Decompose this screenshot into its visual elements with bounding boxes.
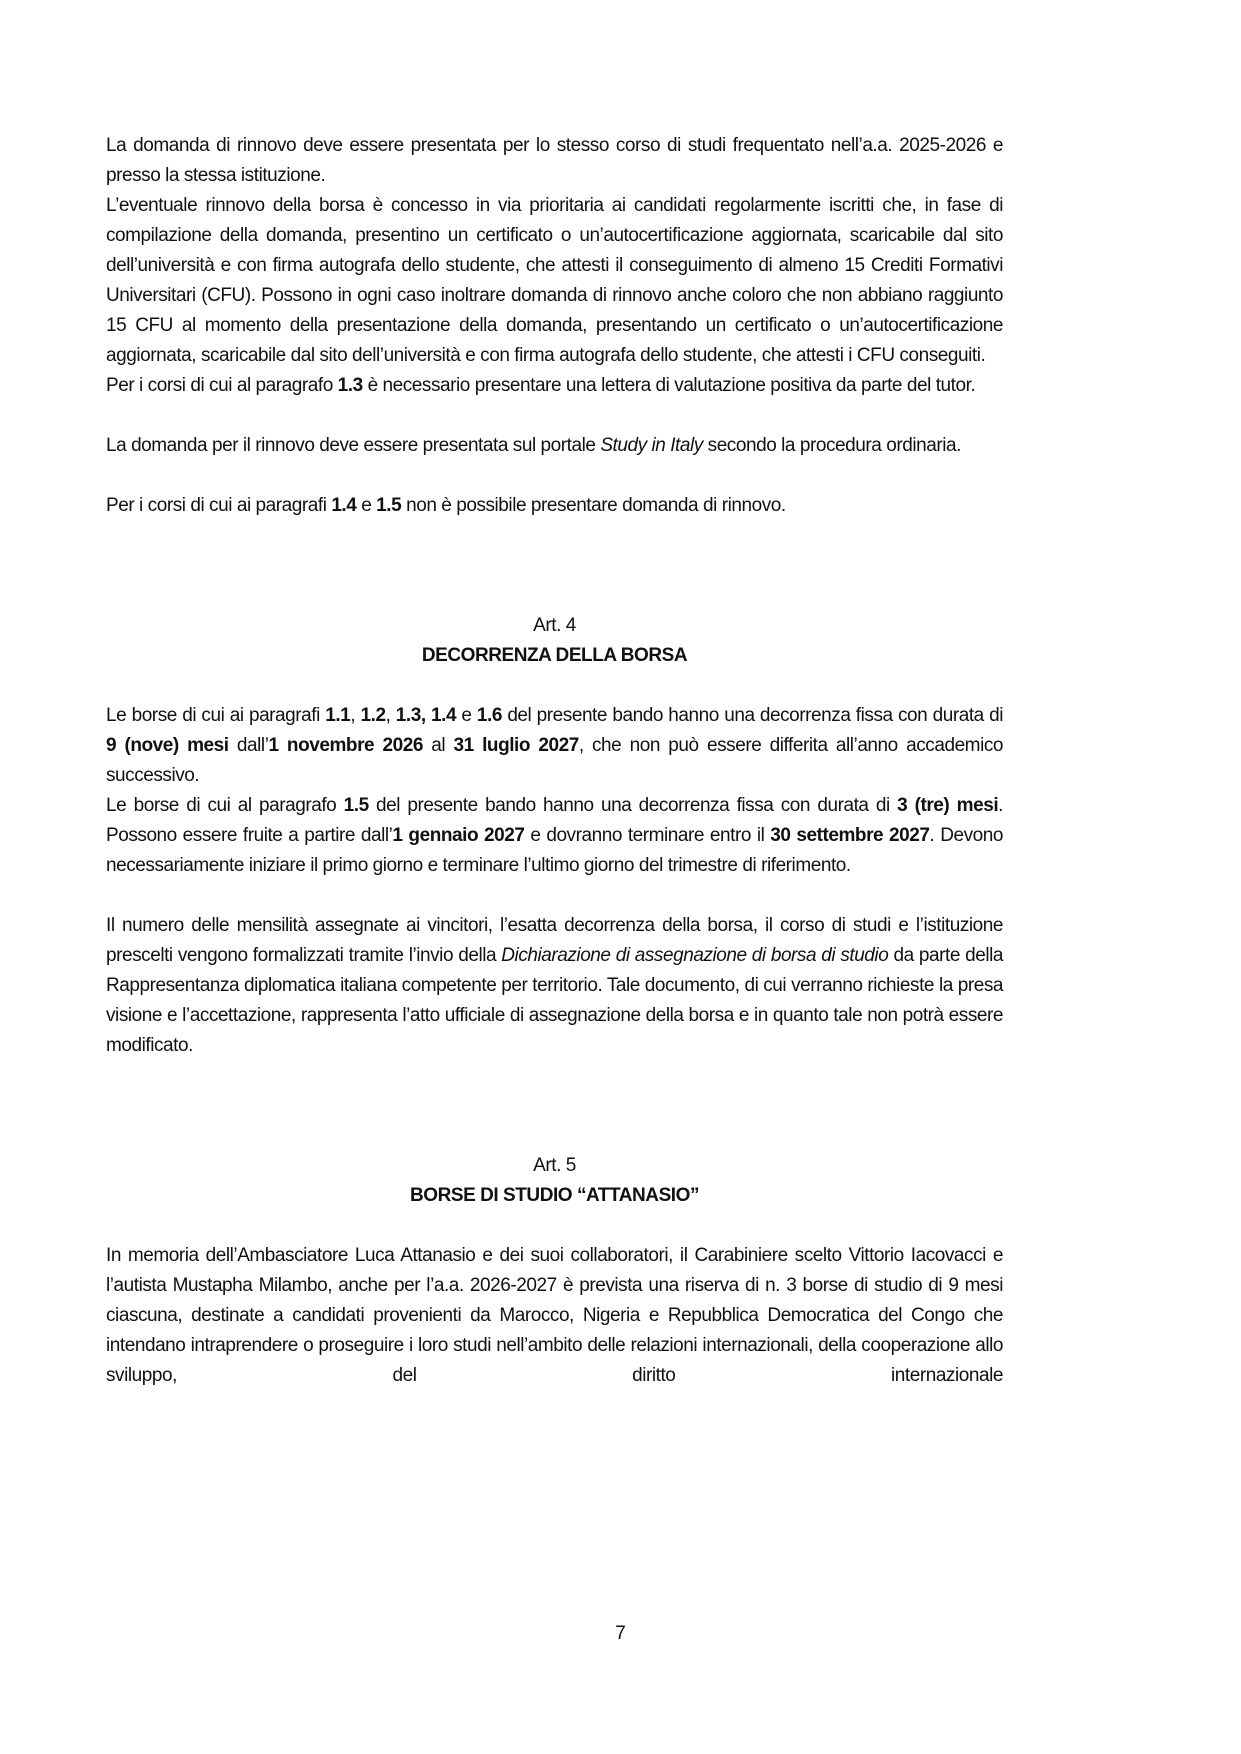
text-run: non è possibile presentare domanda di rinnovo. [401,495,786,516]
document-name: Dichiarazione di assegnazione di borsa di studio [501,945,889,966]
text-run: La domanda per il rinnovo deve essere presentata sul portale [106,435,601,456]
page-number: 7 [615,1623,626,1644]
paragraph-ref: 1.3, 1.4 [395,705,457,726]
renewal-priority-paragraph: L’eventuale rinnovo della borsa è concesso in via prioritaria ai candidati regolarmente iscritti che, in fase di compilazione della domanda, presentino un certificato o un’autocertificazione aggiornata, scaricabile dal sito dell’università e con firma autografa dello studente, che attesti il conseguimento di almeno 15 Crediti Formativi Universitari (CFU). Possono in ogni caso inoltrare domanda di rinnovo anche coloro che non abbiano raggiunto 15 CFU al momento della presentazione della domanda, presentando un certificato o un’autocertificazione aggiornata, scaricabile dal sito dell’università e con firma autografa dello studente, che attesti i CFU conseguiti. [106,195,1003,366]
art4-duration-paragraph [106,701,1003,791]
art5-memorial-paragraph: In memoria dell’Ambasciatore Luca Attanasio e dei suoi collaboratori, il Carabiniere scelto Vittorio Iacovacci e l’autista Mustapha Milambo, anche per l’a.a. 2026-2027 è prevista una riserva di n. 3 borse di studio di 9 mesi ciascuna, destinate a candidati provenienti da Marocco, Nigeria e Repubblica Democratica del Congo che intendano intraprendere o proseguire i loro studi nell’ambito delle relazioni internazionali, della cooperazione allo sviluppo, del diritto internazionale [106,1245,1003,1386]
no-renewal-paragraph [106,491,1003,521]
text-run: da parte della Rappresentanza diplomatica italiana competente per territorio. Tale documento, di cui verranno richieste la presa visione e l’accettazione, rappresenta l’atto ufficiale di assegnazione della borsa e in quanto tale non potrà essere modificato. [106,945,1003,1056]
text-run: . Devono necessariamente iniziare il primo giorno e terminare l’ultimo giorno del trimestre di riferimento. [106,825,1003,876]
text-run: , [385,705,396,726]
text-run: Il numero delle mensilità assegnate ai vincitori, l’esatta decorrenza della borsa, il corso di studi e l’istituzione prescelti vengono formalizzati tramite l’invio della [106,915,1003,966]
paragraph-ref: 1.1 [325,705,351,726]
text-run: secondo la procedura ordinaria. [702,435,961,456]
text-run: è necessario presentare una lettera di valutazione positiva da parte del tutor. [362,375,976,396]
end-date: 31 luglio 2027 [453,735,579,756]
paragraph-ref: 1.3 [337,375,363,396]
text-run: Per i corsi di cui ai paragrafi [106,495,332,516]
article-5-title: BORSE DI STUDIO “ATTANASIO” [409,1185,700,1206]
text-run: , che non può essere differita all’anno accademico successivo. [106,735,1004,786]
document-page [106,131,1003,1391]
text-run: dall’ [228,735,269,756]
paragraph-ref: 1.5 [343,795,369,816]
start-date: 1 novembre 2026 [268,735,423,756]
text-run: Per i corsi di cui al paragrafo [106,375,338,396]
text-run: Le borse di cui ai paragrafi [106,705,326,726]
text-run: del presente bando hanno una decorrenza fissa con durata di [368,795,898,816]
paragraph-ref: 1.4 [331,495,357,516]
text-run: e dovranno terminare entro il [524,825,771,846]
article-4-number: Art. 4 [533,615,576,636]
text-run: al [422,735,454,756]
renewal-course-paragraph: La domanda di rinnovo deve essere presentata per lo stesso corso di studi frequentato nell’a.a. 2025-2026 e presso la stessa istituzione. [106,135,1003,186]
end-date: 30 settembre 2027 [770,825,930,846]
text-run: , [350,705,361,726]
text-run: del presente bando hanno una decorrenza fissa con durata di [501,705,1003,726]
portal-paragraph [106,431,1003,461]
paragraph-ref: 1.2 [360,705,386,726]
portal-name: Study in Italy [600,435,703,456]
paragraph-ref: 1.6 [476,705,502,726]
art4-assignment-paragraph [106,911,1003,1061]
tutor-letter-paragraph [106,371,1003,401]
text-run: Le borse di cui al paragrafo [106,795,344,816]
text-run: e [456,705,477,726]
text-run: e [356,495,377,516]
article-5-number: Art. 5 [533,1155,576,1176]
text-run: . Possono essere fruite a partire dall’ [106,795,1004,846]
article-4-title: DECORRENZA DELLA BORSA [421,645,688,666]
start-date: 1 gennaio 2027 [392,825,525,846]
art4-trimester-paragraph [106,791,1003,881]
duration-text: 9 (nove) mesi [106,735,229,756]
paragraph-ref: 1.5 [376,495,402,516]
duration-text: 3 (tre) mesi [897,795,999,816]
